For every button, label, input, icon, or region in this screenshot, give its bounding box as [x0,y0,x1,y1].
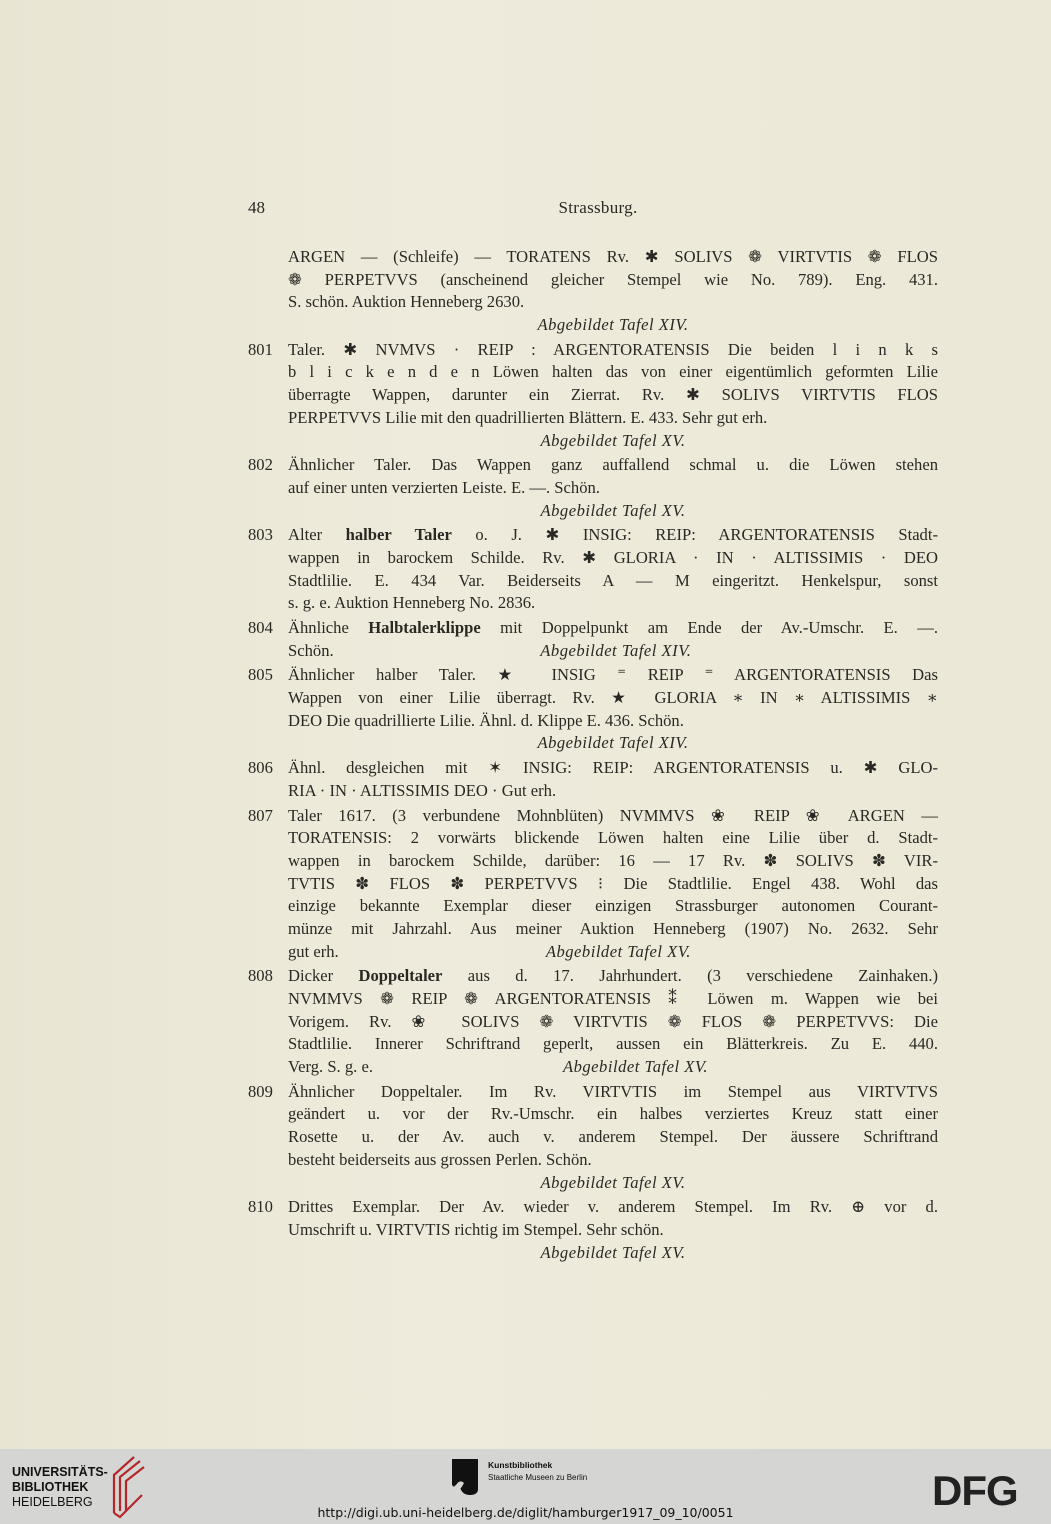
item-type-bold: halber Taler [345,525,452,545]
plate-reference: Abgebildet Tafel XIV. [537,315,689,335]
entry-line: besteht beiderseits aus grossen Perlen. Schön. [288,1149,592,1169]
catalog-entry [248,246,938,337]
permalink-url[interactable]: http://digi.ub.uni-heidelberg.de/diglit/hamburger1917_09_10/0051 [317,1505,734,1520]
plate-reference: Abgebildet Tafel XV. [540,1242,686,1262]
entry-line: Stadtlilie. E. 434 Var. Beiderseits A — M eingeritzt. Henkelspur, sonst [288,570,938,590]
entry-line: ARGEN — (Schleife) — TORATENS Rv. ✱ SOLIVS ❁ VIRTVTIS ❁ FLOS [288,247,938,266]
entry-line: Wappen von einer Lilie überragt. Rv. ★ GLORIA ∗ IN ∗ ALTISSIMIS ∗ [288,688,938,708]
entry-line: ❁ PERPETVVS (anscheinend gleicher Stempel wie No. 789). Eng. 431. [288,269,938,289]
entry-line: Ähnlicher halber Taler. ★ INSIG ⁼ REIP ⁼ ARGENTORATENSIS Das [288,665,938,685]
entry-line: TORATENSIS: 2 vorwärts blickende Löwen halten eine Lilie über d. Stadt- [288,828,938,848]
entry-number: 804 [248,618,273,637]
entry-number: 802 [248,455,273,475]
line-text-post: aus d. 17. Jahrhundert. (3 verschiedene Zainhaken.) [442,966,938,986]
dfg-logo[interactable]: DFG [932,1467,1018,1514]
line-text-pre: Alter [288,525,346,545]
catalog-entry [248,1081,938,1194]
entry-line: Ähnl. desgleichen mit ✶ INSIG: REIP: ARGENTORATENSIS u. ✱ GLO- [288,758,938,778]
entry-line: geändert u. vor der Rv.-Umschr. ein halbes verziertes Kreuz statt einer [288,1104,938,1124]
entry-line: DEO Die quadrillierte Lilie. Ähnl. d. Klippe E. 436. Schön. [288,710,684,730]
entry-line: einzige bekannte Exemplar dieser einzigen Strassburger autonomen Courant- [288,896,938,916]
catalog-entry [248,339,938,452]
entry-line: Taler. ✱ NVMVS · REIP : ARGENTORATENSIS Die beiden l i n k s [288,339,938,359]
catalog-entry [248,965,938,1078]
entry-number: 810 [248,1197,273,1217]
entry-line [288,965,938,988]
entry-line-with-caption [288,941,938,964]
ub-line2: BIBLIOTHEK [12,1480,89,1494]
kunstbibliothek-eagle-icon [450,1457,480,1497]
catalog-entry [248,454,938,522]
entry-number: 803 [248,525,273,545]
entry-line: RIA · IN · ALTISSIMIS DEO · Gut erh. [288,780,557,800]
plate-reference: Abgebildet Tafel XV. [562,1057,709,1077]
catalog-entry [248,664,938,755]
plate-reference: Abgebildet Tafel XV. [545,941,691,961]
entry-line: Umschrift u. VIRTVTIS richtig im Stempel. Sehr schön. [288,1219,664,1239]
line-text [288,525,938,544]
catalog-entry [248,757,938,802]
ub-line1: UNIVERSITÄTS- [12,1465,108,1479]
entry-line-with-caption [288,1056,938,1079]
entry-line: TVTIS ✽ FLOS ✽ PERPETVVS ⁝ Die Stadtlilie. Engel 438. Wohl das [288,873,938,893]
line-text-pre: Ähnliche [288,618,369,637]
entry-line: Drittes Exemplar. Der Av. wieder v. anderem Stempel. Im Rv. ⊕ vor d. [288,1197,938,1217]
line-text-post: mit Doppelpunkt am Ende der Av.-Umschr. E. —. [480,618,938,637]
catalog-entry [248,617,938,662]
item-type-bold: Halbtalerklippe [368,618,481,637]
plate-reference: Abgebildet Tafel XIV. [540,640,692,660]
entry-line: Taler 1617. (3 verbundene Mohnblüten) NVMMVS ❀ REIP ❀ ARGEN — [288,805,938,825]
line-text [288,966,938,985]
entry-line-tail: Verg. S. g. e. [288,1057,373,1077]
plate-reference: Abgebildet Tafel XV. [540,500,686,520]
entry-number: 805 [248,665,273,685]
plate-reference: Abgebildet Tafel XV. [540,430,686,450]
entry-line [288,524,938,547]
catalog-entry [248,805,938,964]
entry-line: Ähnlicher Doppeltaler. Im Rv. VIRTVTIS im Stempel aus VIRTVTVS [288,1081,938,1101]
line-text [288,618,938,637]
entry-line: münze mit Jahrzahl. Aus meiner Auktion Henneberg (1907) No. 2632. Sehr [288,918,938,938]
entry-line-tail: gut erh. [288,941,339,961]
entry-line: Ähnlicher Taler. Das Wappen ganz auffallend schmal u. die Löwen stehen [288,455,938,475]
line-text-post: o. J. ✱ INSIG: REIP: ARGENTORATENSIS Stadt- [451,525,938,545]
entry-line: wappen in barockem Schilde, darüber: 16 — 17 Rv. ✽ SOLIVS ✽ VIR- [288,850,938,870]
ub-line3: HEIDELBERG [12,1495,93,1509]
entry-line: s. g. e. Auktion Henneberg No. 2836. [288,593,536,613]
catalog-entries [248,246,938,1266]
entry-number: 809 [248,1081,273,1101]
item-type-bold: Doppeltaler [358,966,443,986]
entry-line: auf einer unten verzierten Leiste. E. —. Schön. [288,477,600,497]
catalog-entry [248,1196,938,1264]
heidelberg-library-logo[interactable] [12,1465,108,1510]
entry-line: Vorigem. Rv. ❀ SOLIVS ❁ VIRTVTIS ❁ FLOS ❁ PERPETVVS: Die [288,1011,938,1031]
entry-number: 807 [248,805,273,825]
entry-line: wappen in barockem Schilde. Rv. ✱ GLORIA · IN · ALTISSIMIS · DEO [288,547,938,567]
entry-line: S. schön. Auktion Henneberg 2630. [288,292,525,312]
entry-line [288,617,938,640]
entry-line: NVMMVS ❁ REIP ❁ ARGENTORATENSIS ⁑ Löwen m. Wappen wie bei [288,989,938,1008]
kb-line1: Kunstbibliothek [488,1460,553,1470]
entry-line: Rosette u. der Av. auch v. anderem Stempel. Der äussere Schriftrand [288,1127,938,1147]
entry-line: Stadtlilie. Innerer Schriftrand geperlt, aussen ein Blätterkreis. Zu E. 440. [288,1034,938,1054]
entry-line-with-caption [288,640,938,663]
entry-line: b l i c k e n d e n Löwen halten das von einer eigentümlich geformten Lilie [288,362,938,382]
entry-line: überragte Wappen, darunter ein Zierrat. Rv. ✱ SOLIVS VIRTVTIS FLOS [288,385,938,405]
entry-number: 801 [248,339,273,359]
plate-reference: Abgebildet Tafel XIV. [537,733,689,753]
entry-line: PERPETVVS Lilie mit den quadrillierten Blättern. E. 433. Sehr gut erh. [288,407,768,427]
running-title: Strassburg. [558,198,638,217]
page-number: 48 [248,198,265,217]
plate-reference: Abgebildet Tafel XV. [540,1172,686,1192]
footer-bar [0,1449,1051,1524]
entry-line-tail: Schön. [288,640,334,660]
catalog-entry [248,524,938,615]
kb-line2: Staatliche Museen zu Berlin [488,1473,588,1482]
entry-number: 806 [248,758,273,778]
kunstbibliothek-logo[interactable] [488,1459,587,1484]
entry-number: 808 [248,966,273,986]
line-text-pre: Dicker [288,966,359,986]
